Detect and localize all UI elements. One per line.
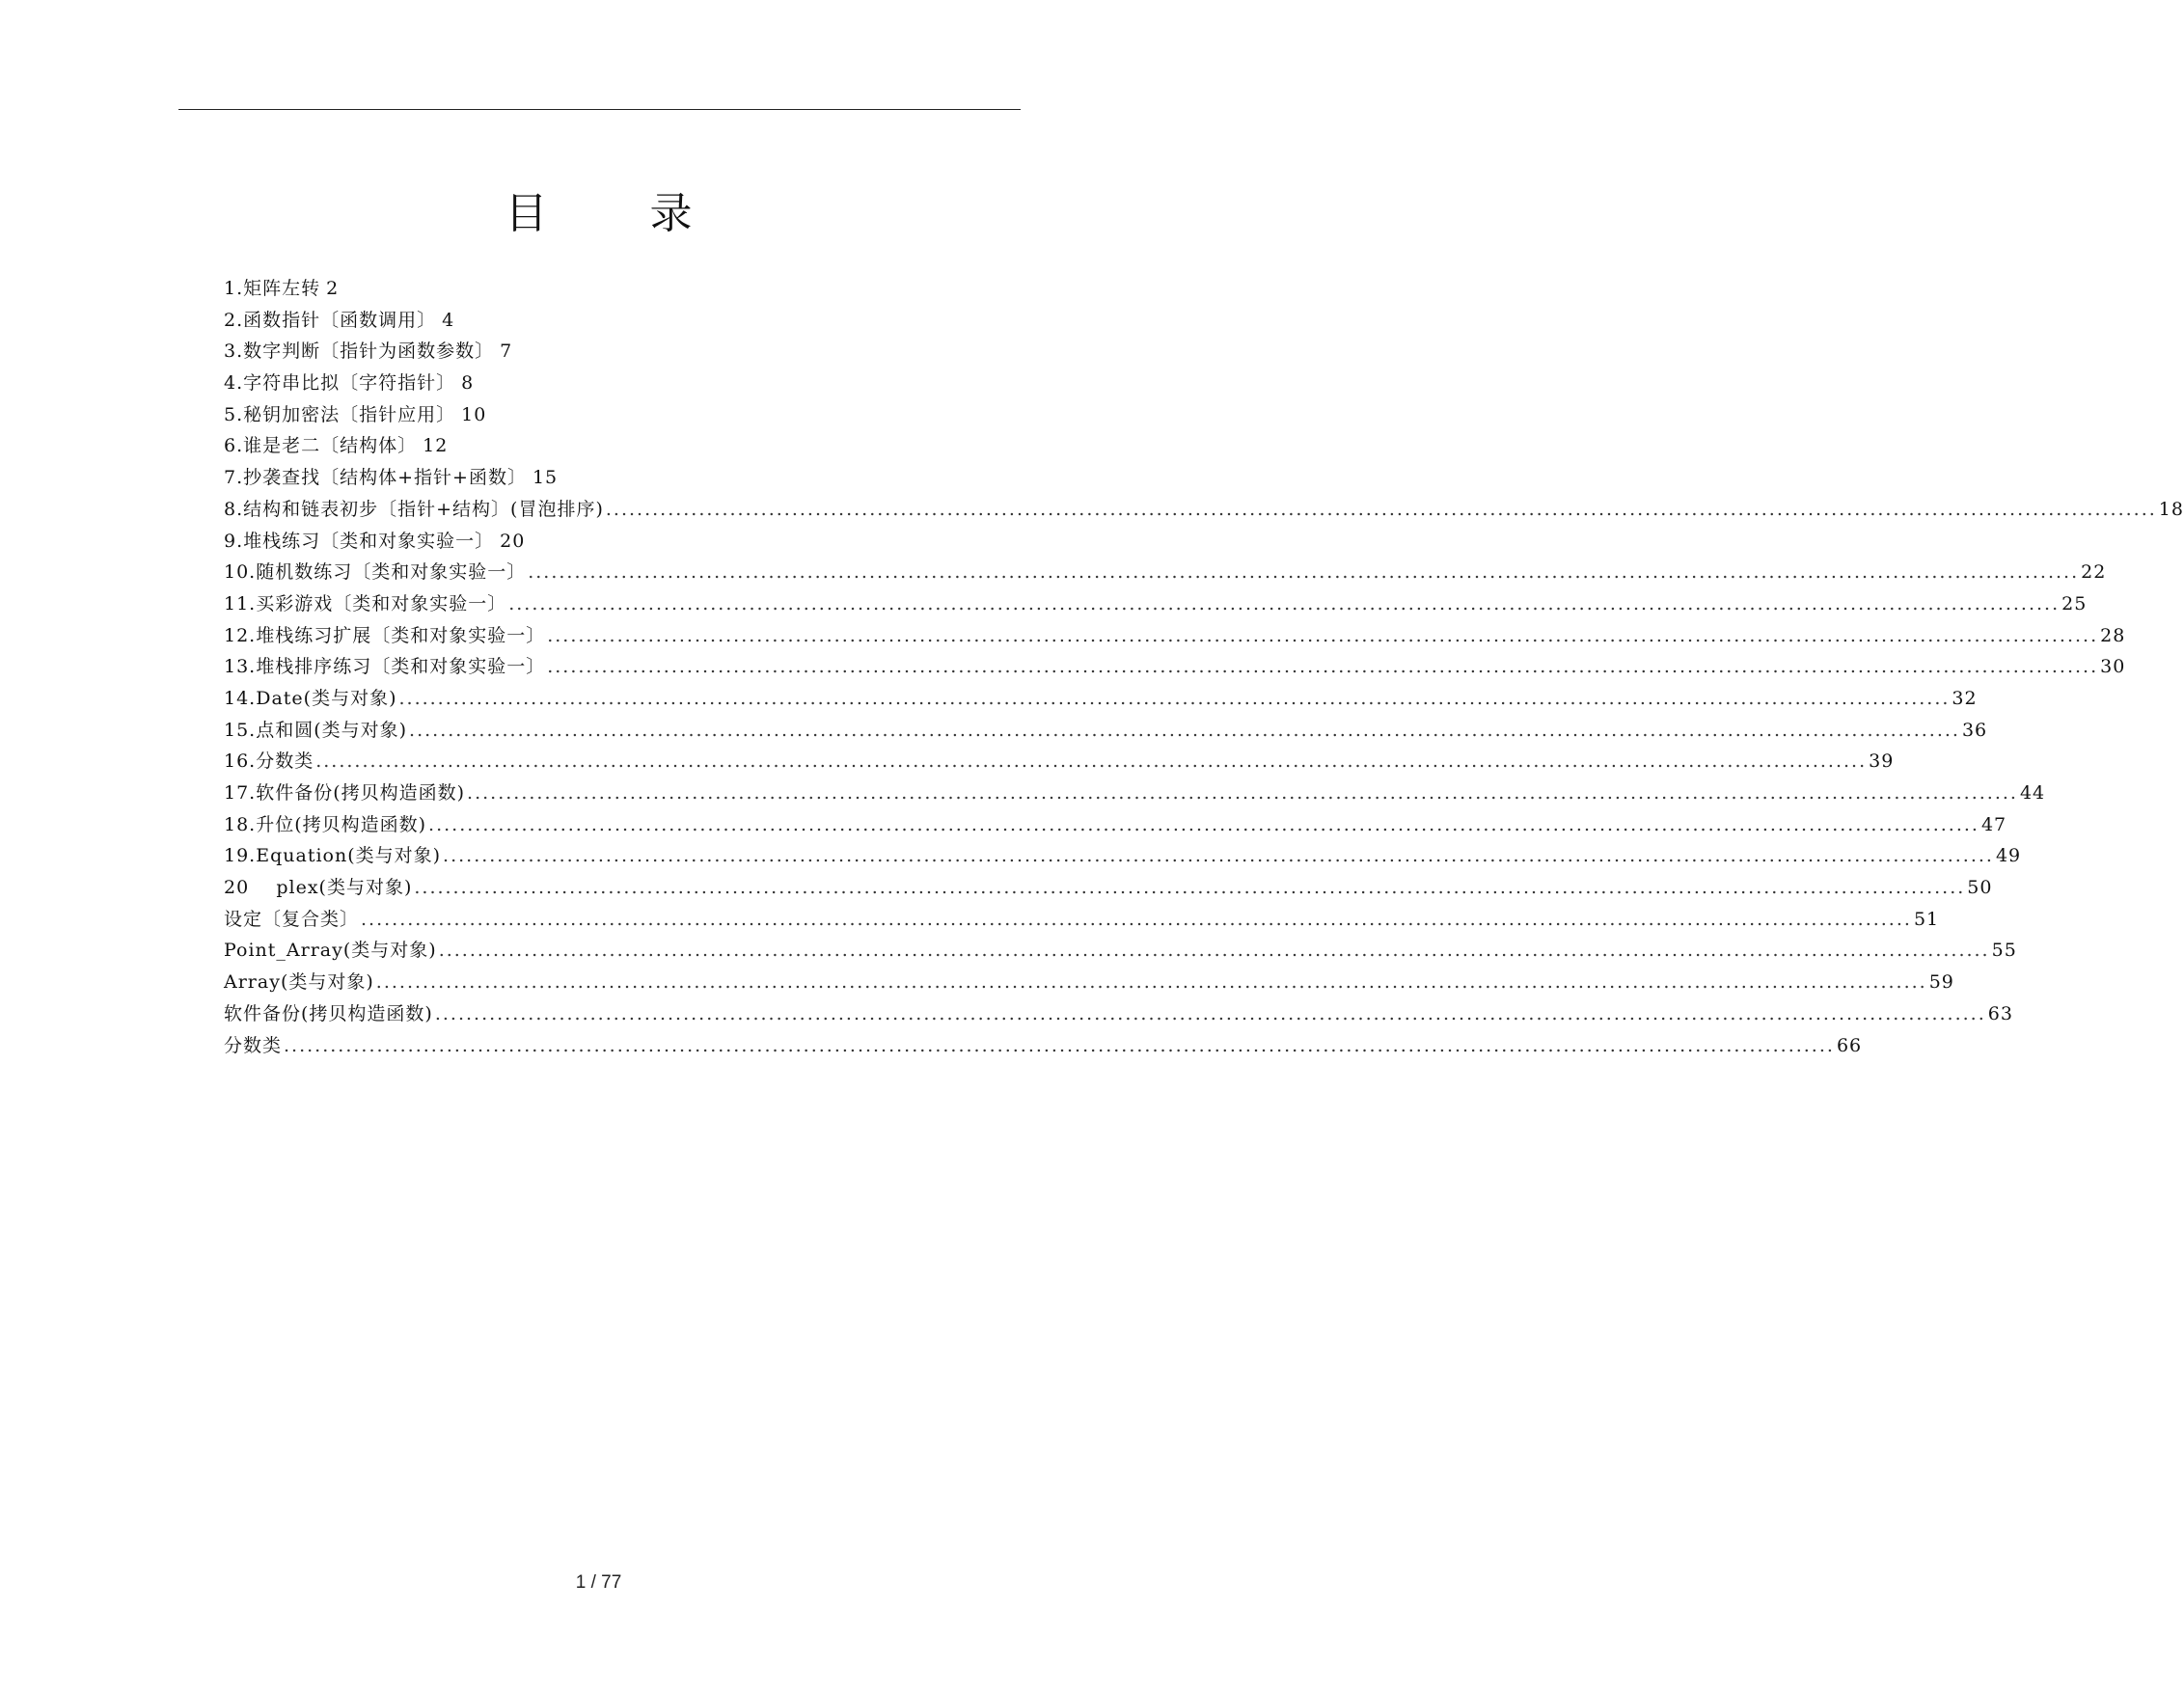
toc-entry-page: 47: [1980, 813, 2007, 835]
toc-entry[interactable]: [224, 904, 1940, 936]
toc-entry[interactable]: [224, 557, 2107, 588]
toc-entry-page: 22: [2081, 561, 2107, 584]
toc-dot-leader: ........................................................................................................................................................................................................: [528, 561, 2080, 584]
toc-entry[interactable]: [224, 399, 1019, 431]
toc-entry[interactable]: [224, 462, 1019, 494]
toc-entry-title: 11.买彩游戏〔类和对象实验一〕: [224, 592, 507, 614]
toc-entry-title: Point_Array(类与对象): [224, 940, 437, 962]
toc-entry[interactable]: [224, 1030, 1863, 1062]
toc-entry-page: 28: [2100, 624, 2126, 646]
toc-entry[interactable]: [224, 998, 2013, 1030]
toc-dot-leader: ........................................................................................................................................................................................................: [409, 719, 1960, 741]
toc-dot-leader: ........................................................................................................................................................................................................: [547, 624, 2099, 646]
toc-dot-leader: ........................................................................................................................................................................................................: [284, 1034, 1835, 1056]
toc-entry-title: 12.堆栈练习扩展〔类和对象实验一〕: [224, 624, 546, 646]
toc-entry-title: 1.矩阵左转: [224, 278, 321, 299]
toc-dot-leader: ........................................................................................................................................................................................................: [428, 813, 1979, 835]
toc-entry-page: 32: [1952, 687, 1978, 709]
table-of-contents: [224, 273, 2184, 1061]
toc-dot-leader: ........................................................................................................................................................................................................: [315, 750, 1868, 773]
toc-entry-title: 分数类: [224, 1034, 283, 1056]
toc-entry-page: 39: [1869, 750, 1895, 773]
header-rule: [178, 109, 1021, 110]
toc-entry[interactable]: [224, 715, 1988, 747]
toc-entry-title: 14.Date(类与对象): [224, 687, 397, 709]
toc-dot-leader: ........................................................................................................................................................................................................: [508, 592, 2061, 614]
toc-entry-title: 16.分数类: [224, 750, 314, 773]
toc-entry-page: 10: [461, 403, 487, 425]
toc-entry-title: 4.字符串比拟〔字符指针〕: [224, 372, 456, 395]
toc-entry[interactable]: [224, 778, 2046, 809]
toc-entry[interactable]: [224, 967, 1954, 998]
toc-entry-page: 4: [442, 309, 455, 331]
toc-entry-title: 20 plex(类与对象): [224, 877, 413, 899]
toc-entry-page: 59: [1928, 971, 1954, 994]
toc-entry-title: 6.谁是老二〔结构体〕: [224, 435, 418, 457]
toc-entry-page: 30: [2100, 656, 2126, 678]
toc-entry-title: 15.点和圆(类与对象): [224, 719, 408, 741]
toc-entry-page: 55: [1991, 940, 2017, 962]
toc-entry[interactable]: [224, 305, 1019, 337]
toc-entry-page: 44: [2019, 782, 2046, 804]
toc-entry[interactable]: [224, 651, 2126, 683]
toc-entry-title: 3.数字判断〔指针为函数参数〕: [224, 341, 495, 363]
toc-entry[interactable]: [224, 368, 1019, 399]
toc-entry[interactable]: [224, 935, 2017, 967]
toc-entry-page: 25: [2061, 592, 2088, 614]
toc-entry[interactable]: [224, 840, 2022, 872]
toc-dot-leader: ........................................................................................................................................................................................................: [547, 656, 2099, 678]
toc-entry-title: 7.抄袭查找〔结构体+指针+函数〕: [224, 467, 527, 489]
toc-entry-title: 8.结构和链表初步〔指针+结构〕(冒泡排序): [224, 498, 604, 520]
toc-entry-title: 5.秘钥加密法〔指针应用〕: [224, 403, 456, 425]
toc-entry-page: 18: [2158, 498, 2184, 520]
toc-entry-title: 2.函数指针〔函数调用〕: [224, 309, 437, 331]
toc-entry-title: 软件备份(拷贝构造函数): [224, 1002, 433, 1024]
toc-entry-page: 66: [1836, 1034, 1863, 1056]
toc-dot-leader: ........................................................................................................................................................................................................: [434, 1002, 1986, 1024]
toc-entry[interactable]: [224, 273, 1019, 305]
toc-entry[interactable]: [224, 746, 1895, 778]
toc-entry-page: 51: [1913, 908, 1940, 930]
toc-dot-leader: ........................................................................................................................................................................................................: [375, 971, 1927, 994]
toc-dot-leader: ........................................................................................................................................................................................................: [467, 782, 2018, 804]
toc-entry[interactable]: [224, 620, 2126, 652]
toc-dot-leader: ........................................................................................................................................................................................................: [361, 908, 1912, 930]
toc-entry-page: 7: [500, 341, 513, 363]
toc-dot-leader: ........................................................................................................................................................................................................: [398, 687, 1951, 709]
toc-entry-page: 12: [423, 435, 449, 457]
toc-entry-title: 10.随机数练习〔类和对象实验一〕: [224, 561, 527, 584]
toc-entry[interactable]: [224, 526, 1019, 558]
toc-entry-title: 13.堆栈排序练习〔类和对象实验一〕: [224, 656, 546, 678]
toc-entry[interactable]: [224, 872, 1993, 904]
toc-entry-page: 20: [500, 530, 526, 552]
toc-entry[interactable]: [224, 809, 2007, 841]
toc-entry-title: Array(类与对象): [224, 971, 374, 994]
toc-entry-title: 17.软件备份(拷贝构造函数): [224, 782, 466, 804]
toc-entry[interactable]: [224, 494, 2184, 526]
toc-entry-title: 19.Equation(类与对象): [224, 845, 442, 867]
toc-entry-page: 50: [1967, 877, 1993, 899]
toc-entry[interactable]: [224, 336, 1019, 368]
page-number: 1 / 77: [575, 1572, 622, 1593]
toc-entry-page: 15: [532, 467, 559, 489]
toc-entry-title: 设定〔复合类〕: [224, 908, 360, 930]
toc-entry-page: 63: [1987, 1002, 2013, 1024]
toc-dot-leader: ........................................................................................................................................................................................................: [443, 845, 1994, 867]
toc-entry-title: 18.升位(拷贝构造函数): [224, 813, 427, 835]
toc-dot-leader: ........................................................................................................................................................................................................: [605, 498, 2157, 520]
toc-entry-page: 36: [1961, 719, 1988, 741]
toc-entry[interactable]: [224, 430, 1019, 462]
toc-entry[interactable]: [224, 683, 1978, 715]
toc-entry-page: 49: [1995, 845, 2022, 867]
toc-entry-page: 2: [326, 278, 340, 299]
toc-entry-page: 8: [461, 372, 475, 395]
page-title: 目 录: [505, 189, 737, 238]
toc-entry[interactable]: [224, 588, 2088, 620]
toc-dot-leader: ........................................................................................................................................................................................................: [438, 940, 1990, 962]
toc-entry-title: 9.堆栈练习〔类和对象实验一〕: [224, 530, 495, 552]
toc-dot-leader: ........................................................................................................................................................................................................: [414, 877, 1966, 899]
